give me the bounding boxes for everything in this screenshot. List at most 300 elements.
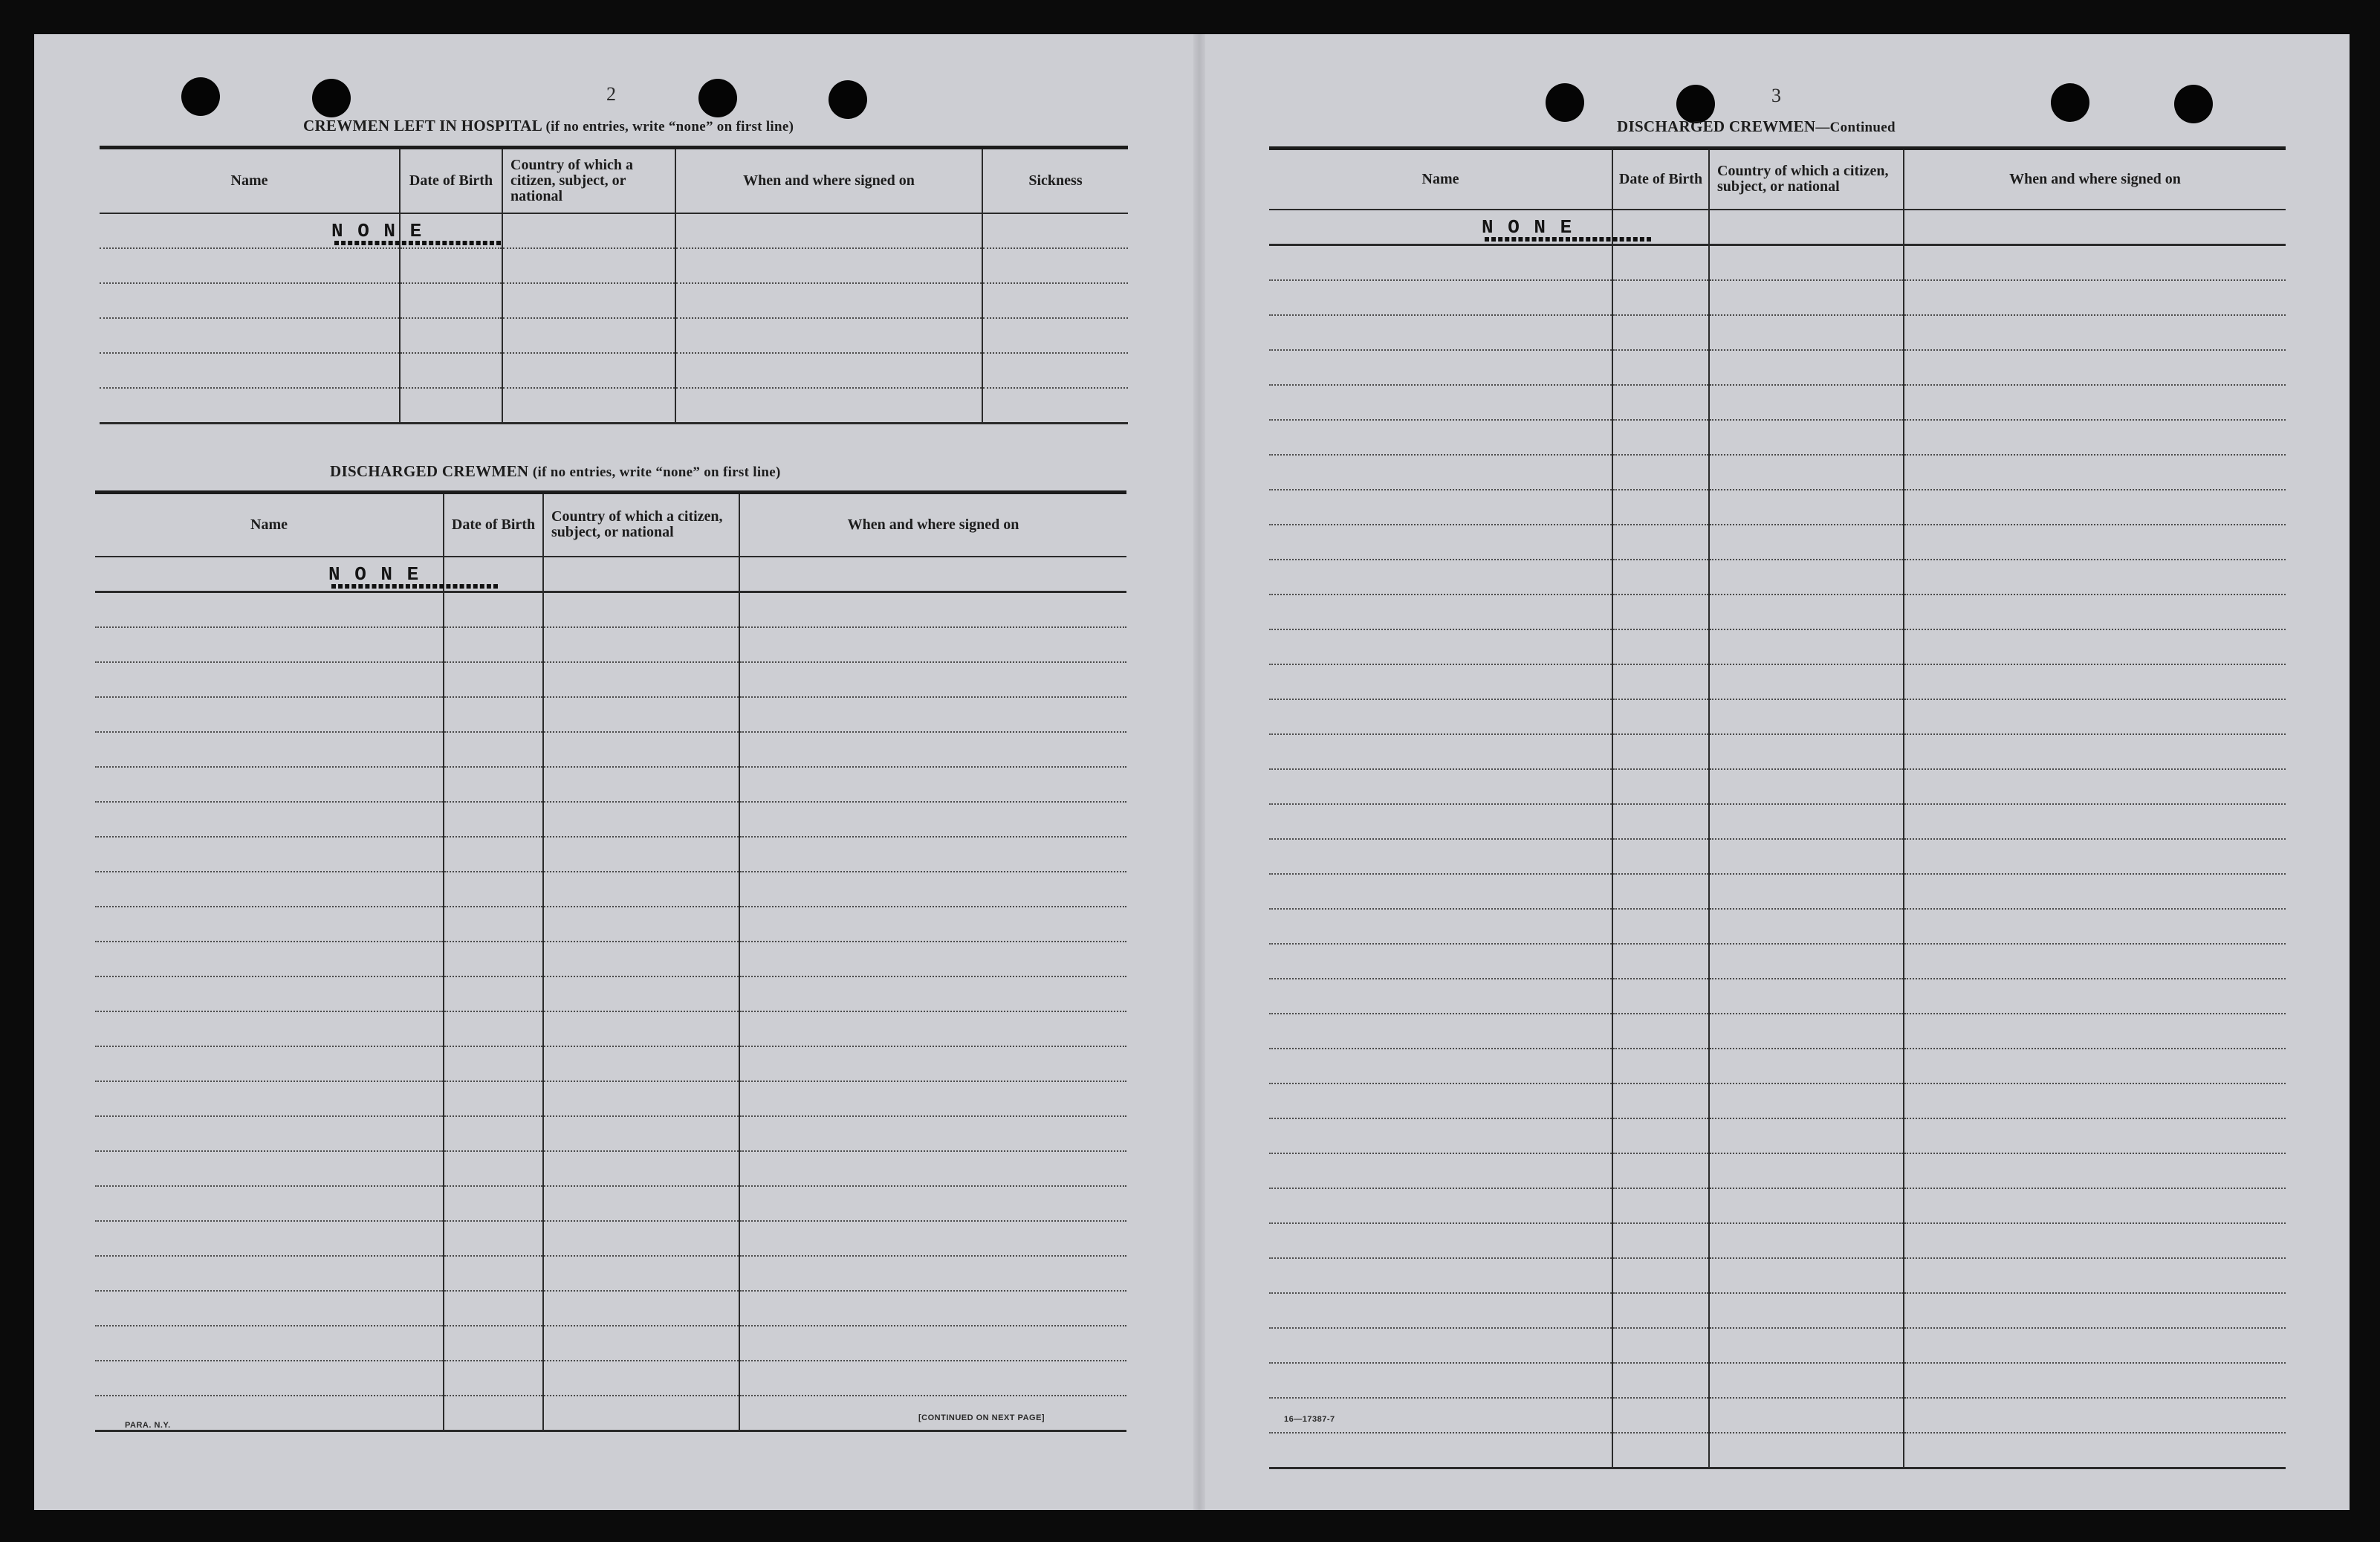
- form-cell: [1904, 734, 2286, 769]
- form-cell: [1709, 210, 1904, 245]
- form-cell: [444, 557, 543, 592]
- form-cell: [95, 872, 444, 907]
- form-cell: [444, 837, 543, 872]
- form-cell: [1904, 1049, 2286, 1083]
- form-cell: [1612, 769, 1709, 804]
- form-cell: [739, 1361, 1126, 1396]
- form-cell: [95, 697, 444, 732]
- form-cell: [739, 1081, 1126, 1116]
- form-cell: [1269, 244, 1612, 280]
- form-cell: [1269, 315, 1612, 350]
- form-cell: [675, 248, 982, 283]
- form-cell: [739, 557, 1126, 592]
- form-cell: [1612, 1118, 1709, 1153]
- form-cell: [543, 976, 739, 1011]
- form-cell: [1612, 244, 1709, 280]
- form-cell: [100, 213, 424, 248]
- form-cell: [1904, 280, 2286, 315]
- form-cell: [543, 1186, 739, 1221]
- form-cell: [739, 1116, 1126, 1151]
- form-cell: [1269, 839, 1612, 874]
- form-cell: [1269, 560, 1612, 595]
- form-cell: [1709, 420, 1904, 455]
- form-cell: [1612, 315, 1709, 350]
- form-cell: [1709, 1118, 1904, 1153]
- discharged-table: [95, 490, 1126, 1432]
- form-cell: [1709, 839, 1904, 874]
- form-cell: [1904, 804, 2286, 839]
- form-cell: [1269, 909, 1612, 944]
- form-cell: [502, 388, 675, 424]
- form-cell: [502, 318, 675, 353]
- punch-hole: [829, 80, 867, 119]
- form-cell: [95, 1046, 444, 1081]
- page-number: 2: [606, 83, 616, 105]
- form-cell: [1612, 874, 1709, 909]
- form-cell: [739, 802, 1126, 837]
- form-cell: [444, 1151, 543, 1186]
- form-cell: [95, 767, 444, 802]
- form-cell: [1904, 455, 2286, 490]
- form-cell: [1904, 210, 2286, 245]
- form-cell: [1612, 979, 1709, 1014]
- typed-entry: N O N E: [1482, 216, 1809, 242]
- form-cell: [1612, 560, 1709, 595]
- form-code: 16—17387-7: [1284, 1415, 1335, 1424]
- form-cell: [400, 388, 502, 424]
- form-cell: [1709, 1153, 1904, 1188]
- form-cell: [739, 1256, 1126, 1291]
- column-header: Country of which a citizen, subject, or national: [1709, 149, 1904, 210]
- form-cell: [739, 697, 1126, 732]
- form-cell: [1709, 455, 1904, 490]
- form-cell: [739, 1326, 1126, 1361]
- form-cell: [1269, 1083, 1612, 1118]
- form-cell: [1904, 1328, 2286, 1363]
- form-cell: [1612, 1258, 1709, 1293]
- form-cell: [1709, 629, 1904, 664]
- form-cell: [1612, 944, 1709, 979]
- form-cell: [675, 283, 982, 318]
- discharged-title: DISCHARGED CREWMEN: [330, 462, 529, 480]
- form-cell: [982, 213, 1128, 248]
- form-cell: [1709, 979, 1904, 1014]
- form-cell: [1709, 944, 1904, 979]
- form-cell: [1269, 1293, 1612, 1328]
- form-cell: [1904, 1433, 2286, 1468]
- form-cell: [502, 353, 675, 388]
- form-cell: [1709, 874, 1904, 909]
- form-cell: [675, 318, 982, 353]
- form-cell: [1709, 1398, 1904, 1433]
- form-cell: [1904, 1293, 2286, 1328]
- form-cell: [1904, 944, 2286, 979]
- form-cell: [1269, 420, 1612, 455]
- form-cell: [95, 907, 444, 942]
- form-cell: [1612, 734, 1709, 769]
- form-cell: [1904, 1258, 2286, 1293]
- form-cell: [1904, 420, 2286, 455]
- form-cell: [1612, 629, 1709, 664]
- form-cell: [95, 1361, 444, 1396]
- form-cell: [100, 283, 400, 318]
- discharged-continued-table: [1269, 146, 2286, 1469]
- form-cell: [1269, 490, 1612, 525]
- form-cell: [543, 1116, 739, 1151]
- form-cell: [1612, 1049, 1709, 1083]
- form-cell: [1612, 839, 1709, 874]
- form-cell: [543, 907, 739, 942]
- form-cell: [739, 1151, 1126, 1186]
- form-cell: [400, 318, 502, 353]
- form-cell: [543, 557, 739, 592]
- column-header: When and where signed on: [675, 148, 982, 213]
- punch-hole: [2174, 85, 2213, 123]
- form-cell: [95, 1151, 444, 1186]
- hospital-table: [100, 146, 1128, 424]
- form-cell: [1709, 1049, 1904, 1083]
- form-cell: [1269, 595, 1612, 629]
- form-cell: [982, 248, 1128, 283]
- form-cell: [1709, 1293, 1904, 1328]
- form-cell: [444, 976, 543, 1011]
- form-cell: [982, 388, 1128, 424]
- form-cell: [739, 627, 1126, 662]
- form-cell: [1904, 1014, 2286, 1049]
- form-cell: [444, 872, 543, 907]
- form-cell: [1904, 1363, 2286, 1398]
- column-header: Sickness: [982, 148, 1128, 213]
- form-cell: [100, 318, 400, 353]
- continued-label: —Continued: [1815, 120, 1896, 135]
- form-cell: [1612, 490, 1709, 525]
- form-cell: [1904, 874, 2286, 909]
- form-cell: [543, 1081, 739, 1116]
- form-cell: [1612, 420, 1709, 455]
- form-cell: [1612, 804, 1709, 839]
- hospital-section-title: [303, 117, 794, 135]
- form-cell: [1612, 525, 1709, 560]
- form-cell: [444, 1291, 543, 1326]
- form-cell: [95, 837, 444, 872]
- form-cell: [1904, 244, 2286, 280]
- form-cell: [1269, 1153, 1612, 1188]
- form-cell: [1904, 595, 2286, 629]
- continued-note: [CONTINUED ON NEXT PAGE]: [918, 1413, 1045, 1422]
- form-cell: [739, 1291, 1126, 1326]
- form-cell: [1612, 455, 1709, 490]
- form-cell: [1709, 1083, 1904, 1118]
- form-cell: [1612, 1433, 1709, 1468]
- form-cell: [1709, 385, 1904, 420]
- discharged-title: DISCHARGED CREWMEN: [1617, 117, 1816, 135]
- form-cell: [739, 1046, 1126, 1081]
- discharged-continued-title: [1617, 117, 1896, 136]
- form-cell: [1709, 1433, 1904, 1468]
- form-cell: [95, 1186, 444, 1221]
- punch-hole: [2051, 83, 2089, 122]
- form-cell: [1709, 350, 1904, 385]
- form-cell: [1269, 1328, 1612, 1363]
- form-cell: [444, 1011, 543, 1046]
- form-cell: [95, 627, 444, 662]
- form-cell: [1904, 629, 2286, 664]
- form-cell: [444, 942, 543, 976]
- column-header: Name: [100, 148, 400, 213]
- form-cell: [1269, 629, 1612, 664]
- form-cell: [444, 1186, 543, 1221]
- form-cell: [1269, 874, 1612, 909]
- form-cell: [543, 1256, 739, 1291]
- form-cell: [1612, 1328, 1709, 1363]
- form-cell: [1269, 525, 1612, 560]
- form-cell: [400, 248, 502, 283]
- form-cell: [1709, 490, 1904, 525]
- form-cell: [95, 1011, 444, 1046]
- form-cell: [1904, 350, 2286, 385]
- form-cell: [1709, 1258, 1904, 1293]
- form-cell: [502, 248, 675, 283]
- column-header: When and where signed on: [1904, 149, 2286, 210]
- column-header: Date of Birth: [1612, 149, 1709, 210]
- form-cell: [444, 1221, 543, 1256]
- form-cell: [982, 283, 1128, 318]
- form-cell: [1904, 769, 2286, 804]
- punch-hole: [312, 79, 351, 117]
- form-cell: [543, 767, 739, 802]
- form-cell: [1709, 734, 1904, 769]
- form-cell: [1269, 1118, 1612, 1153]
- page-number: 3: [1771, 85, 1781, 106]
- form-cell: [1612, 1223, 1709, 1258]
- punch-hole: [181, 77, 220, 116]
- form-cell: [1612, 595, 1709, 629]
- form-cell: [95, 732, 444, 767]
- form-cell: [444, 1046, 543, 1081]
- form-cell: [1269, 1433, 1612, 1468]
- form-cell: [95, 1081, 444, 1116]
- form-cell: [1269, 944, 1612, 979]
- form-cell: [543, 802, 739, 837]
- form-cell: [1709, 525, 1904, 560]
- form-cell: [543, 1046, 739, 1081]
- form-cell: [675, 213, 982, 248]
- form-cell: [1709, 804, 1904, 839]
- form-cell: [1709, 1188, 1904, 1223]
- form-cell: [95, 592, 444, 627]
- form-cell: [543, 1011, 739, 1046]
- form-cell: [444, 1361, 543, 1396]
- form-cell: [1612, 1014, 1709, 1049]
- form-cell: [543, 627, 739, 662]
- form-cell: [543, 662, 739, 697]
- form-cell: [95, 942, 444, 976]
- form-cell: [1904, 1153, 2286, 1188]
- form-cell: [1709, 280, 1904, 315]
- form-cell: [1612, 1293, 1709, 1328]
- page-fold: [1193, 34, 1205, 1510]
- discharged-section-title: [330, 462, 781, 481]
- form-cell: [100, 353, 400, 388]
- form-cell: [739, 592, 1126, 627]
- form-cell: [1904, 979, 2286, 1014]
- form-cell: [543, 942, 739, 976]
- form-cell: [1904, 839, 2286, 874]
- form-cell: [543, 1291, 739, 1326]
- form-cell: [1904, 909, 2286, 944]
- form-cell: [1269, 979, 1612, 1014]
- form-cell: [675, 388, 982, 424]
- form-cell: [1709, 699, 1904, 734]
- form-cell: [739, 1186, 1126, 1221]
- typed-entry: N O N E: [331, 220, 658, 245]
- form-cell: [1269, 210, 1612, 245]
- form-cell: [1904, 1118, 2286, 1153]
- form-cell: [1709, 1223, 1904, 1258]
- typed-entry: N O N E: [328, 563, 655, 589]
- column-header: Country of which a citizen, subject, or national: [502, 148, 675, 213]
- hospital-note: (if no entries, write “none” on first line): [545, 119, 794, 135]
- printer-mark: PARA. N.Y.: [125, 1421, 171, 1430]
- form-cell: [1904, 1223, 2286, 1258]
- form-cell: [1612, 1363, 1709, 1398]
- form-cell: [675, 353, 982, 388]
- form-cell: [982, 353, 1128, 388]
- form-cell: [502, 283, 675, 318]
- form-cell: [1709, 244, 1904, 280]
- form-cell: [1269, 280, 1612, 315]
- form-cell: [1904, 560, 2286, 595]
- form-cell: [1612, 1153, 1709, 1188]
- form-cell: [543, 837, 739, 872]
- form-cell: [543, 872, 739, 907]
- form-cell: [95, 1256, 444, 1291]
- form-cell: [444, 907, 543, 942]
- column-header: When and where signed on: [739, 493, 1126, 557]
- form-cell: [1709, 560, 1904, 595]
- column-header: Country of which a citizen, subject, or national: [543, 493, 739, 557]
- form-cell: [1904, 525, 2286, 560]
- form-cell: [739, 767, 1126, 802]
- form-cell: [1904, 1188, 2286, 1223]
- punch-hole: [1546, 83, 1584, 122]
- form-cell: [1269, 1049, 1612, 1083]
- form-cell: [543, 592, 739, 627]
- form-cell: [1709, 1014, 1904, 1049]
- column-header: Name: [95, 493, 444, 557]
- form-cell: [1612, 699, 1709, 734]
- form-cell: [444, 662, 543, 697]
- form-cell: [543, 1326, 739, 1361]
- form-cell: [1269, 1258, 1612, 1293]
- form-cell: [1612, 280, 1709, 315]
- form-cell: [739, 837, 1126, 872]
- form-cell: [444, 802, 543, 837]
- form-cell: [1709, 1328, 1904, 1363]
- form-cell: [1269, 804, 1612, 839]
- form-cell: [1904, 1398, 2286, 1433]
- form-cell: [1612, 210, 1709, 245]
- column-header: Name: [1269, 149, 1612, 210]
- form-cell: [1904, 699, 2286, 734]
- form-cell: [1904, 385, 2286, 420]
- form-cell: [95, 1221, 444, 1256]
- form-cell: [444, 1081, 543, 1116]
- column-header: Date of Birth: [444, 493, 543, 557]
- form-cell: [95, 1291, 444, 1326]
- form-cell: [739, 976, 1126, 1011]
- form-cell: [1612, 1083, 1709, 1118]
- form-cell: [1269, 385, 1612, 420]
- form-cell: [1269, 1188, 1612, 1223]
- form-cell: [1269, 455, 1612, 490]
- form-cell: [400, 353, 502, 388]
- form-cell: [1269, 769, 1612, 804]
- form-cell: [1612, 909, 1709, 944]
- form-cell: [95, 662, 444, 697]
- form-cell: [444, 697, 543, 732]
- form-cell: [95, 1326, 444, 1361]
- form-cell: [543, 697, 739, 732]
- form-cell: [739, 1011, 1126, 1046]
- form-cell: [1269, 1223, 1612, 1258]
- form-cell: [444, 1116, 543, 1151]
- column-header: Date of Birth: [400, 148, 502, 213]
- form-cell: [444, 627, 543, 662]
- form-cell: [1709, 595, 1904, 629]
- form-cell: [1612, 385, 1709, 420]
- form-cell: [1709, 315, 1904, 350]
- form-cell: [95, 557, 444, 592]
- form-cell: [1709, 909, 1904, 944]
- form-cell: [1612, 350, 1709, 385]
- form-cell: [95, 1116, 444, 1151]
- form-cell: [1709, 769, 1904, 804]
- form-cell: [1269, 350, 1612, 385]
- form-cell: [543, 1361, 739, 1396]
- form-cell: [543, 1396, 739, 1431]
- form-cell: [739, 907, 1126, 942]
- form-cell: [400, 283, 502, 318]
- form-cell: [982, 318, 1128, 353]
- form-cell: [100, 248, 400, 283]
- form-cell: [1269, 699, 1612, 734]
- form-cell: [739, 942, 1126, 976]
- form-cell: [444, 1326, 543, 1361]
- form-cell: [100, 388, 400, 424]
- form-cell: [400, 213, 502, 248]
- form-cell: [444, 1256, 543, 1291]
- form-cell: [95, 976, 444, 1011]
- form-cell: [739, 732, 1126, 767]
- form-cell: [739, 662, 1126, 697]
- form-cell: [1709, 664, 1904, 699]
- punch-hole: [698, 79, 737, 117]
- form-cell: [1612, 664, 1709, 699]
- form-cell: [502, 213, 675, 248]
- form-cell: [1904, 1083, 2286, 1118]
- form-cell: [1709, 1363, 1904, 1398]
- form-cell: [739, 872, 1126, 907]
- form-cell: [1269, 1363, 1612, 1398]
- form-cell: [1612, 1188, 1709, 1223]
- form-cell: [444, 732, 543, 767]
- form-cell: [444, 1396, 543, 1431]
- form-cell: [1904, 664, 2286, 699]
- form-cell: [543, 1221, 739, 1256]
- form-cell: [1269, 1014, 1612, 1049]
- form-cell: [1904, 315, 2286, 350]
